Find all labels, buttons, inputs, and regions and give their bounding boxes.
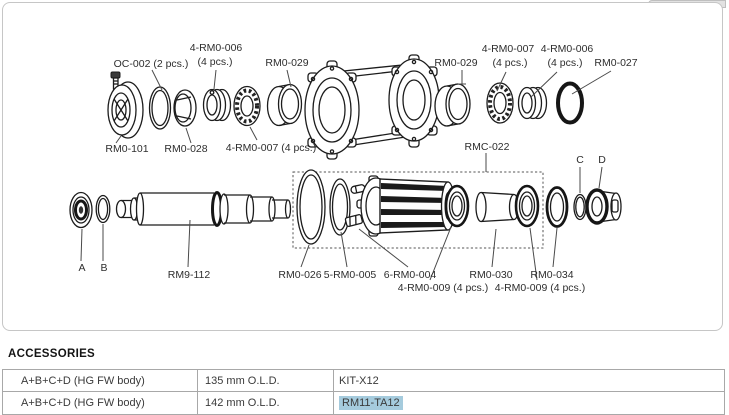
- part-rm0-026: [297, 170, 325, 244]
- accessories-table: [2, 369, 725, 415]
- part-axle-rm9-112: [117, 193, 291, 226]
- part-4-rm0-009-right: [516, 186, 538, 226]
- part-rm0-030: [476, 193, 519, 222]
- part-rm0-028: [174, 90, 196, 126]
- label-rm0-030: RM0-030: [469, 269, 513, 281]
- part-4-rm0-007-right: [487, 83, 513, 123]
- label-5-rm0-005: 5-RM0-005: [323, 269, 377, 281]
- label-rm0-029-left: RM0-029: [265, 57, 309, 69]
- label-rm0-027: RM0-027: [594, 57, 638, 69]
- cell-combo: A+B+C+D (HG FW body): [21, 374, 145, 387]
- part-oring-c: [574, 195, 586, 220]
- part-4-rm0-006-left: [204, 90, 231, 121]
- part-hub-body: [305, 55, 439, 159]
- kit-code: KIT-X12: [339, 374, 379, 387]
- label-4-rm0-006-right-qty: (4 pcs.): [547, 57, 583, 69]
- part-end-cap-d: [587, 190, 621, 223]
- label-4-rm0-006-left: 4-RM0-006: [189, 42, 243, 54]
- label-rm9-112: RM9-112: [167, 269, 211, 281]
- label-4-rm0-006-left-qty: (4 pcs.): [197, 56, 233, 68]
- label-4-rm0-009-right: 4-RM0-009 (4 pcs.): [494, 282, 586, 294]
- label-4-rm0-006-right: 4-RM0-006: [540, 43, 594, 55]
- part-end-cap-a: [70, 193, 92, 228]
- part-freehub-6-rm0-004: [357, 176, 455, 236]
- label-rmc-022: RMC-022: [464, 141, 510, 153]
- label-oc-002: OC-002 (2 pcs.): [113, 58, 189, 70]
- part-oc-002: [150, 87, 171, 129]
- label-c: C: [576, 154, 584, 166]
- label-a: A: [78, 262, 86, 274]
- label-4-rm0-007-right-qty: (4 pcs.): [492, 57, 528, 69]
- part-rm0-101: [108, 82, 143, 138]
- label-4-rm0-009-left: 4-RM0-009 (4 pcs.): [397, 282, 489, 294]
- label-4-rm0-007-left: 4-RM0-007 (4 pcs.): [225, 142, 317, 154]
- cell-old: 142 mm O.L.D.: [197, 392, 333, 414]
- label-rm0-028: RM0-028: [164, 143, 208, 155]
- part-rm0-029-right: [435, 84, 470, 126]
- label-b: B: [100, 262, 108, 274]
- part-4-rm0-007-left: [234, 87, 260, 126]
- label-6-rm0-004: 6-RM0-004: [383, 269, 437, 281]
- table-row: [3, 370, 724, 391]
- label-rm0-101: RM0-101: [105, 143, 149, 155]
- accessories-heading: ACCESSORIES: [8, 348, 96, 360]
- part-4-rm0-006-right: [519, 88, 547, 119]
- label-4-rm0-007-right: 4-RM0-007: [481, 43, 535, 55]
- label-rm0-034: RM0-034: [530, 269, 574, 281]
- table-row: [3, 391, 724, 414]
- part-rm0-034: [547, 188, 567, 227]
- part-rm0-027: [558, 84, 582, 123]
- cell-kit: [333, 370, 724, 391]
- kit-code-highlighted[interactable]: RM11-TA12: [339, 396, 403, 410]
- cell-kit: [333, 392, 724, 414]
- label-rm0-029-right: RM0-029: [434, 57, 478, 69]
- cell-combo: A+B+C+D (HG FW body): [21, 397, 145, 409]
- part-oring-b: [96, 196, 110, 223]
- cell-old: 135 mm O.L.D.: [197, 370, 333, 391]
- label-rm0-026: RM0-026: [278, 269, 322, 281]
- part-rm0-029-left: [268, 85, 302, 126]
- part-4-rm0-009-left: [446, 186, 468, 226]
- label-d: D: [598, 154, 606, 166]
